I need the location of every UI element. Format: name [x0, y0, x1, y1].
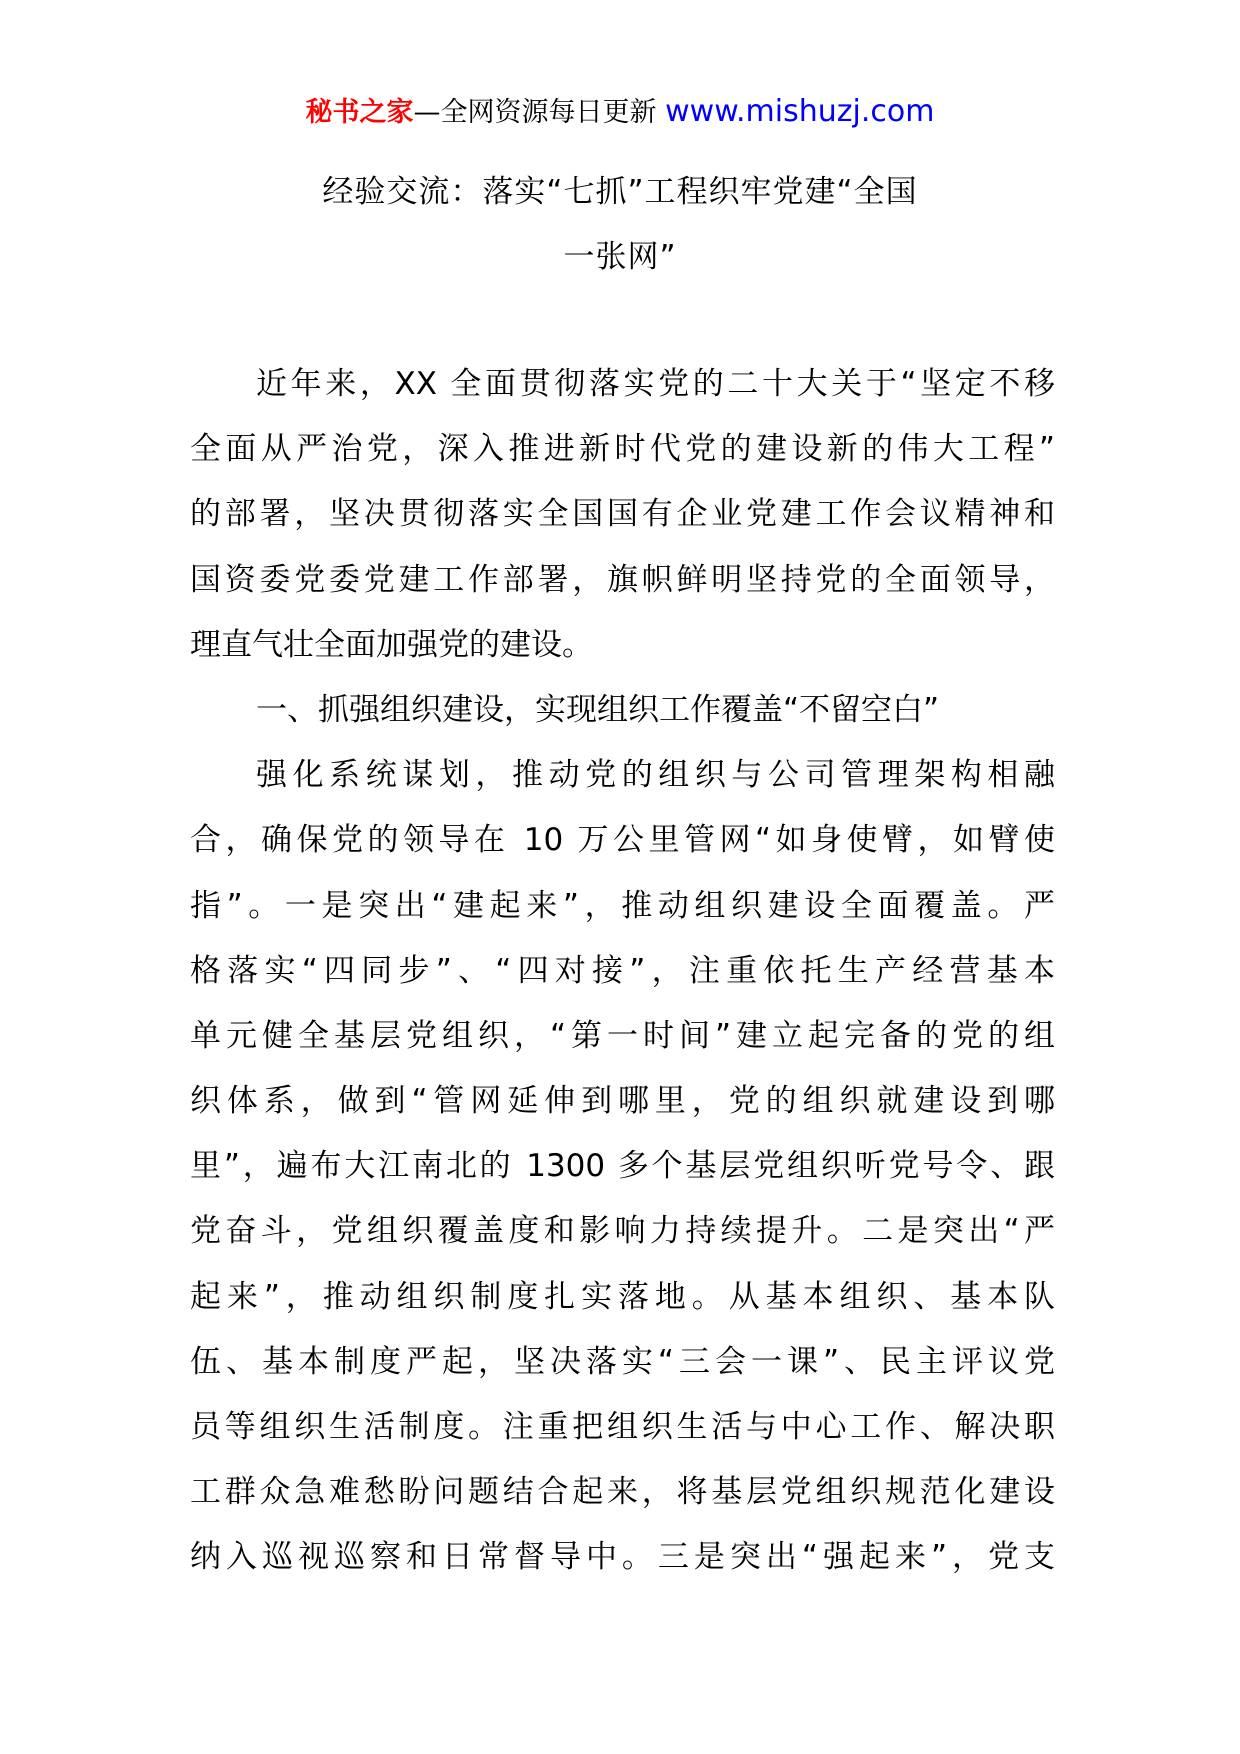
paragraph-line: 近年来，XX 全面贯彻落实党的二十大关于“坚定不移 — [256, 366, 1055, 402]
title-line: 一张网” — [563, 239, 677, 276]
paragraph-line: 国资委党委党建工作部署，旗帜鲜明坚持党的全面领导， — [190, 561, 1055, 598]
paragraph-line: 理直气壮全面加强党的建设。 — [190, 626, 593, 663]
paragraph-line: 伍、基本制度严起，坚决落实“三会一课”、民主评议党 — [190, 1343, 1055, 1380]
paragraph-line: 强化系统谋划，推动党的组织与公司管理架构相融 — [256, 757, 1055, 794]
paragraph-line: 起来”，推动组织制度扎实落地。从基本组织、基本队 — [190, 1278, 1055, 1315]
paragraph-line: 格落实“四同步”、“四对接”，注重依托生产经营基本 — [190, 952, 1055, 989]
document-body — [190, 352, 1055, 1591]
paragraph-line: 织体系，做到“管网延伸到哪里，党的组织就建设到哪 — [190, 1083, 1055, 1120]
paragraph-line: 全面从严治党，深入推进新时代党的建设新的伟大工程” — [190, 431, 1055, 468]
paragraph-line: 合，确保党的领导在 10 万公里管网“如身使臂，如臂使 — [190, 822, 1055, 859]
document-title — [190, 160, 1050, 290]
site-url-link[interactable]: www.mishuzj.com — [665, 94, 935, 129]
paragraph-line: 员等组织生活制度。注重把组织生活与中心工作、解决职 — [190, 1409, 1055, 1445]
paragraph-line: 里”，遍布大江南北的 1300 多个基层党组织听党号令、跟 — [190, 1148, 1055, 1185]
title-line: 经验交流：落实“七抓”工程织牢党建“全国 — [322, 174, 918, 210]
banner-tagline: —全网资源每日更新 — [413, 97, 666, 128]
paragraph-line: 纳入巡视巡察和日常督导中。三是突出“强起来”，党支 — [190, 1539, 1055, 1576]
paragraph-line: 工群众急难愁盼问题结合起来，将基层党组织规范化建设 — [190, 1474, 1055, 1511]
brand-name: 秘书之家 — [305, 97, 414, 128]
paragraph-line: 的部署，坚决贯彻落实全国国有企业党建工作会议精神和 — [190, 496, 1055, 533]
paragraph-line: 单元健全基层党组织，“第一时间”建立起完备的党的组 — [190, 1017, 1055, 1054]
paragraph-line: 指”。一是突出“建起来”，推动组织建设全面覆盖。严 — [190, 887, 1055, 924]
site-banner — [0, 92, 1240, 133]
section-heading: 一、抓强组织建设，实现组织工作覆盖“不留空白” — [256, 691, 940, 728]
paragraph-line: 党奋斗，党组织覆盖度和影响力持续提升。二是突出“严 — [190, 1213, 1055, 1250]
